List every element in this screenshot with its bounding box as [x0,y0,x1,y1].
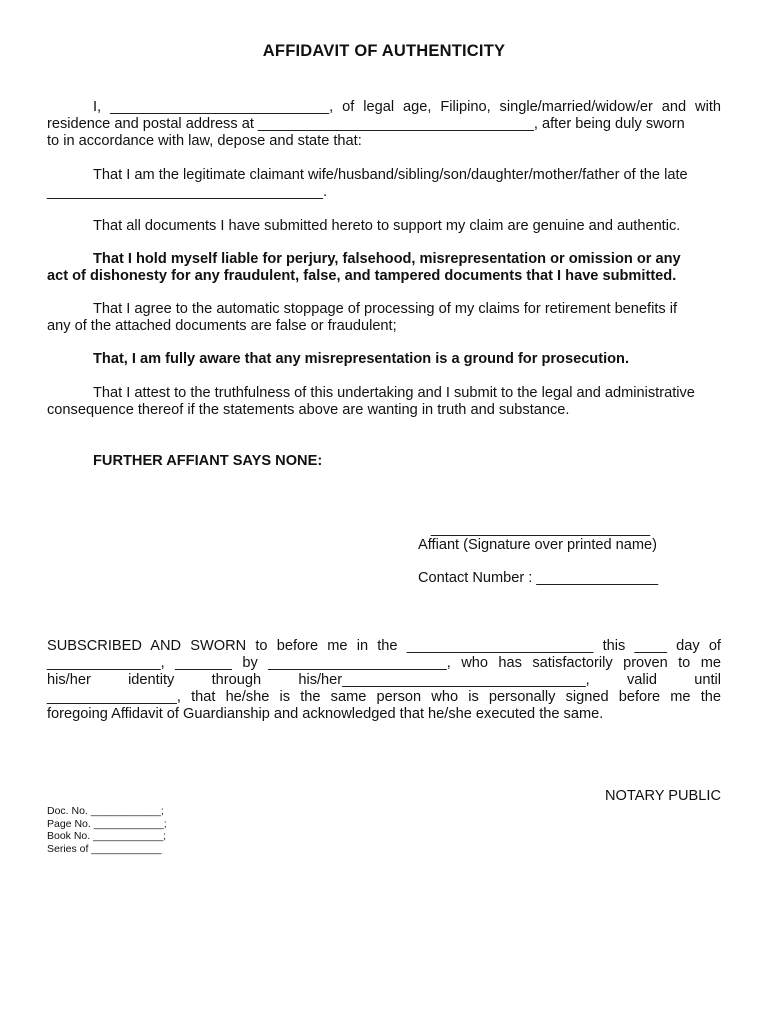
jurat-line-1: SUBSCRIBED AND SWORN to before me in the _______________________ this ____ day of [47,638,721,654]
attest-paragraph [47,385,721,419]
intro-line-2: residence and postal address at __________________________________, after being duly sworn [47,116,685,132]
notarial-registry [47,805,167,855]
claimant-line-1: That I am the legitimate claimant wife/husband/sibling/son/daughter/mother/father of the late [93,167,688,183]
signature-label: Affiant (Signature over printed name) [418,537,658,553]
doc-number-field: Doc. No. ____________; [47,805,164,817]
book-number-field: Book No. ____________; [47,830,167,842]
contact-number-field: Contact Number : _______________ [418,570,659,586]
page-number-field: Page No. ____________; [47,817,167,830]
claimant-line-2: __________________________________. [47,184,328,200]
stoppage-line-2: any of the attached documents are false or fraudulent; [47,318,397,334]
jurat-line-2: ______________, _______ by ______________________, who has satisfactorily proven to me [47,655,721,671]
stoppage-line-1: That I agree to the automatic stoppage of processing of my claims for retirement benefits if [93,301,678,317]
documents-paragraph: That all documents I have submitted hereto to support my claim are genuine and authentic. [93,218,681,234]
series-field: Series of ____________ [47,842,162,855]
liability-paragraph [47,251,721,285]
jurat-line-5: foregoing Affidavit of Guardianship and acknowledged that he/she executed the same. [47,706,604,722]
document-title: AFFIDAVIT OF AUTHENTICITY [262,42,506,60]
jurat-line-4: ________________, that he/she is the same person who is personally signed before me the [47,689,721,705]
liability-line-2: act of dishonesty for any fraudulent, false, and tampered documents that I have submitted. [47,268,677,284]
attest-line-1: That I attest to the truthfulness of this undertaking and I submit to the legal and administrative [93,385,695,401]
attest-line-2: consequence thereof if the statements above are wanting in truth and substance. [47,402,570,418]
claimant-paragraph [47,167,721,201]
liability-line-1: That I hold myself liable for perjury, falsehood, misrepresentation or omission or any [93,251,681,267]
further-affiant-heading: FURTHER AFFIANT SAYS NONE: [93,453,323,469]
intro-line-3: to in accordance with law, depose and state that: [47,133,362,149]
intro-paragraph [47,99,721,150]
prosecution-paragraph: That, I am fully aware that any misrepresentation is a ground for prosecution. [93,351,630,367]
intro-line-1: I, ___________________________, of legal age, Filipino, single/married/widow/er and with [93,99,721,115]
jurat-paragraph [47,638,721,723]
stoppage-paragraph [47,301,721,335]
jurat-line-3: his/her identity through his/her______________________________, valid until [47,672,721,688]
signature-line: ___________________________ [431,521,651,537]
notary-public-label: NOTARY PUBLIC [605,788,721,804]
